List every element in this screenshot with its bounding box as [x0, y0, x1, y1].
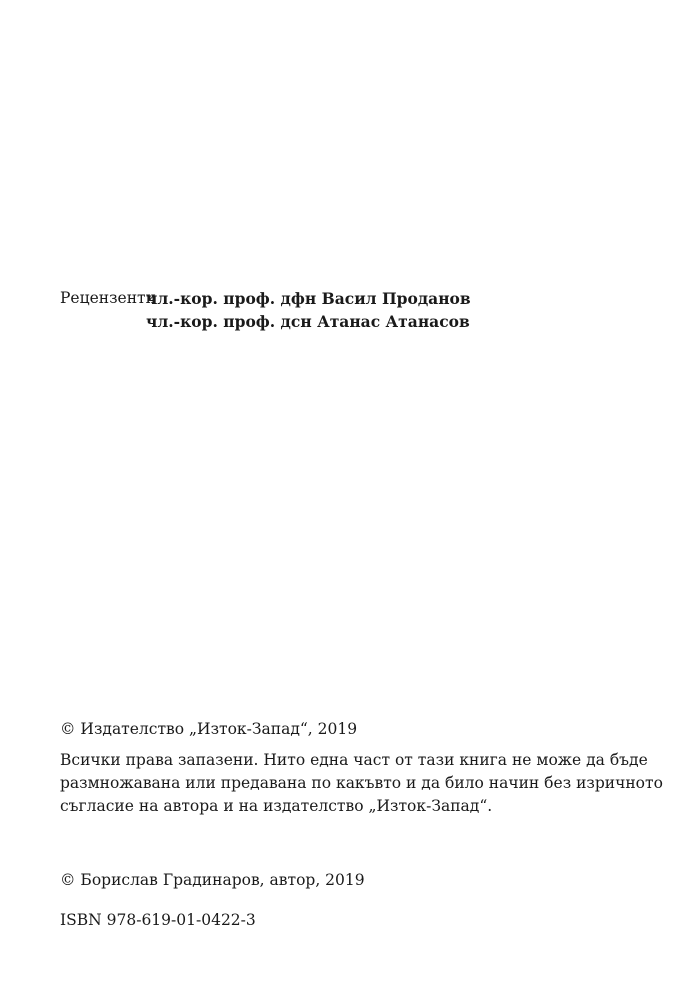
reviewer-name: чл.-кор. проф. дфн Васил Проданов [146, 289, 471, 308]
rights-line: размножавана или предавана по какъвто и да било начин без изричното [60, 774, 663, 792]
reviewers-section [60, 287, 471, 333]
reviewers-label: Рецензенти [60, 289, 156, 307]
reviewers-list [146, 287, 471, 333]
copyright-block [60, 718, 663, 818]
rights-notice [60, 749, 663, 818]
author-copyright: © Борислав Градинаров, автор, 2019 [60, 871, 365, 889]
rights-line: съгласие на автора и на издателство „Изток-Запад“. [60, 797, 493, 815]
publisher-copyright: © Издателство „Изток-Запад“, 2019 [60, 720, 358, 738]
rights-line: Всички права запазени. Нито една част от тази книга не може да бъде [60, 751, 648, 769]
isbn: ISBN 978-619-01-0422-3 [60, 911, 256, 929]
reviewer-name: чл.-кор. проф. дсн Атанас Атанасов [146, 312, 470, 331]
